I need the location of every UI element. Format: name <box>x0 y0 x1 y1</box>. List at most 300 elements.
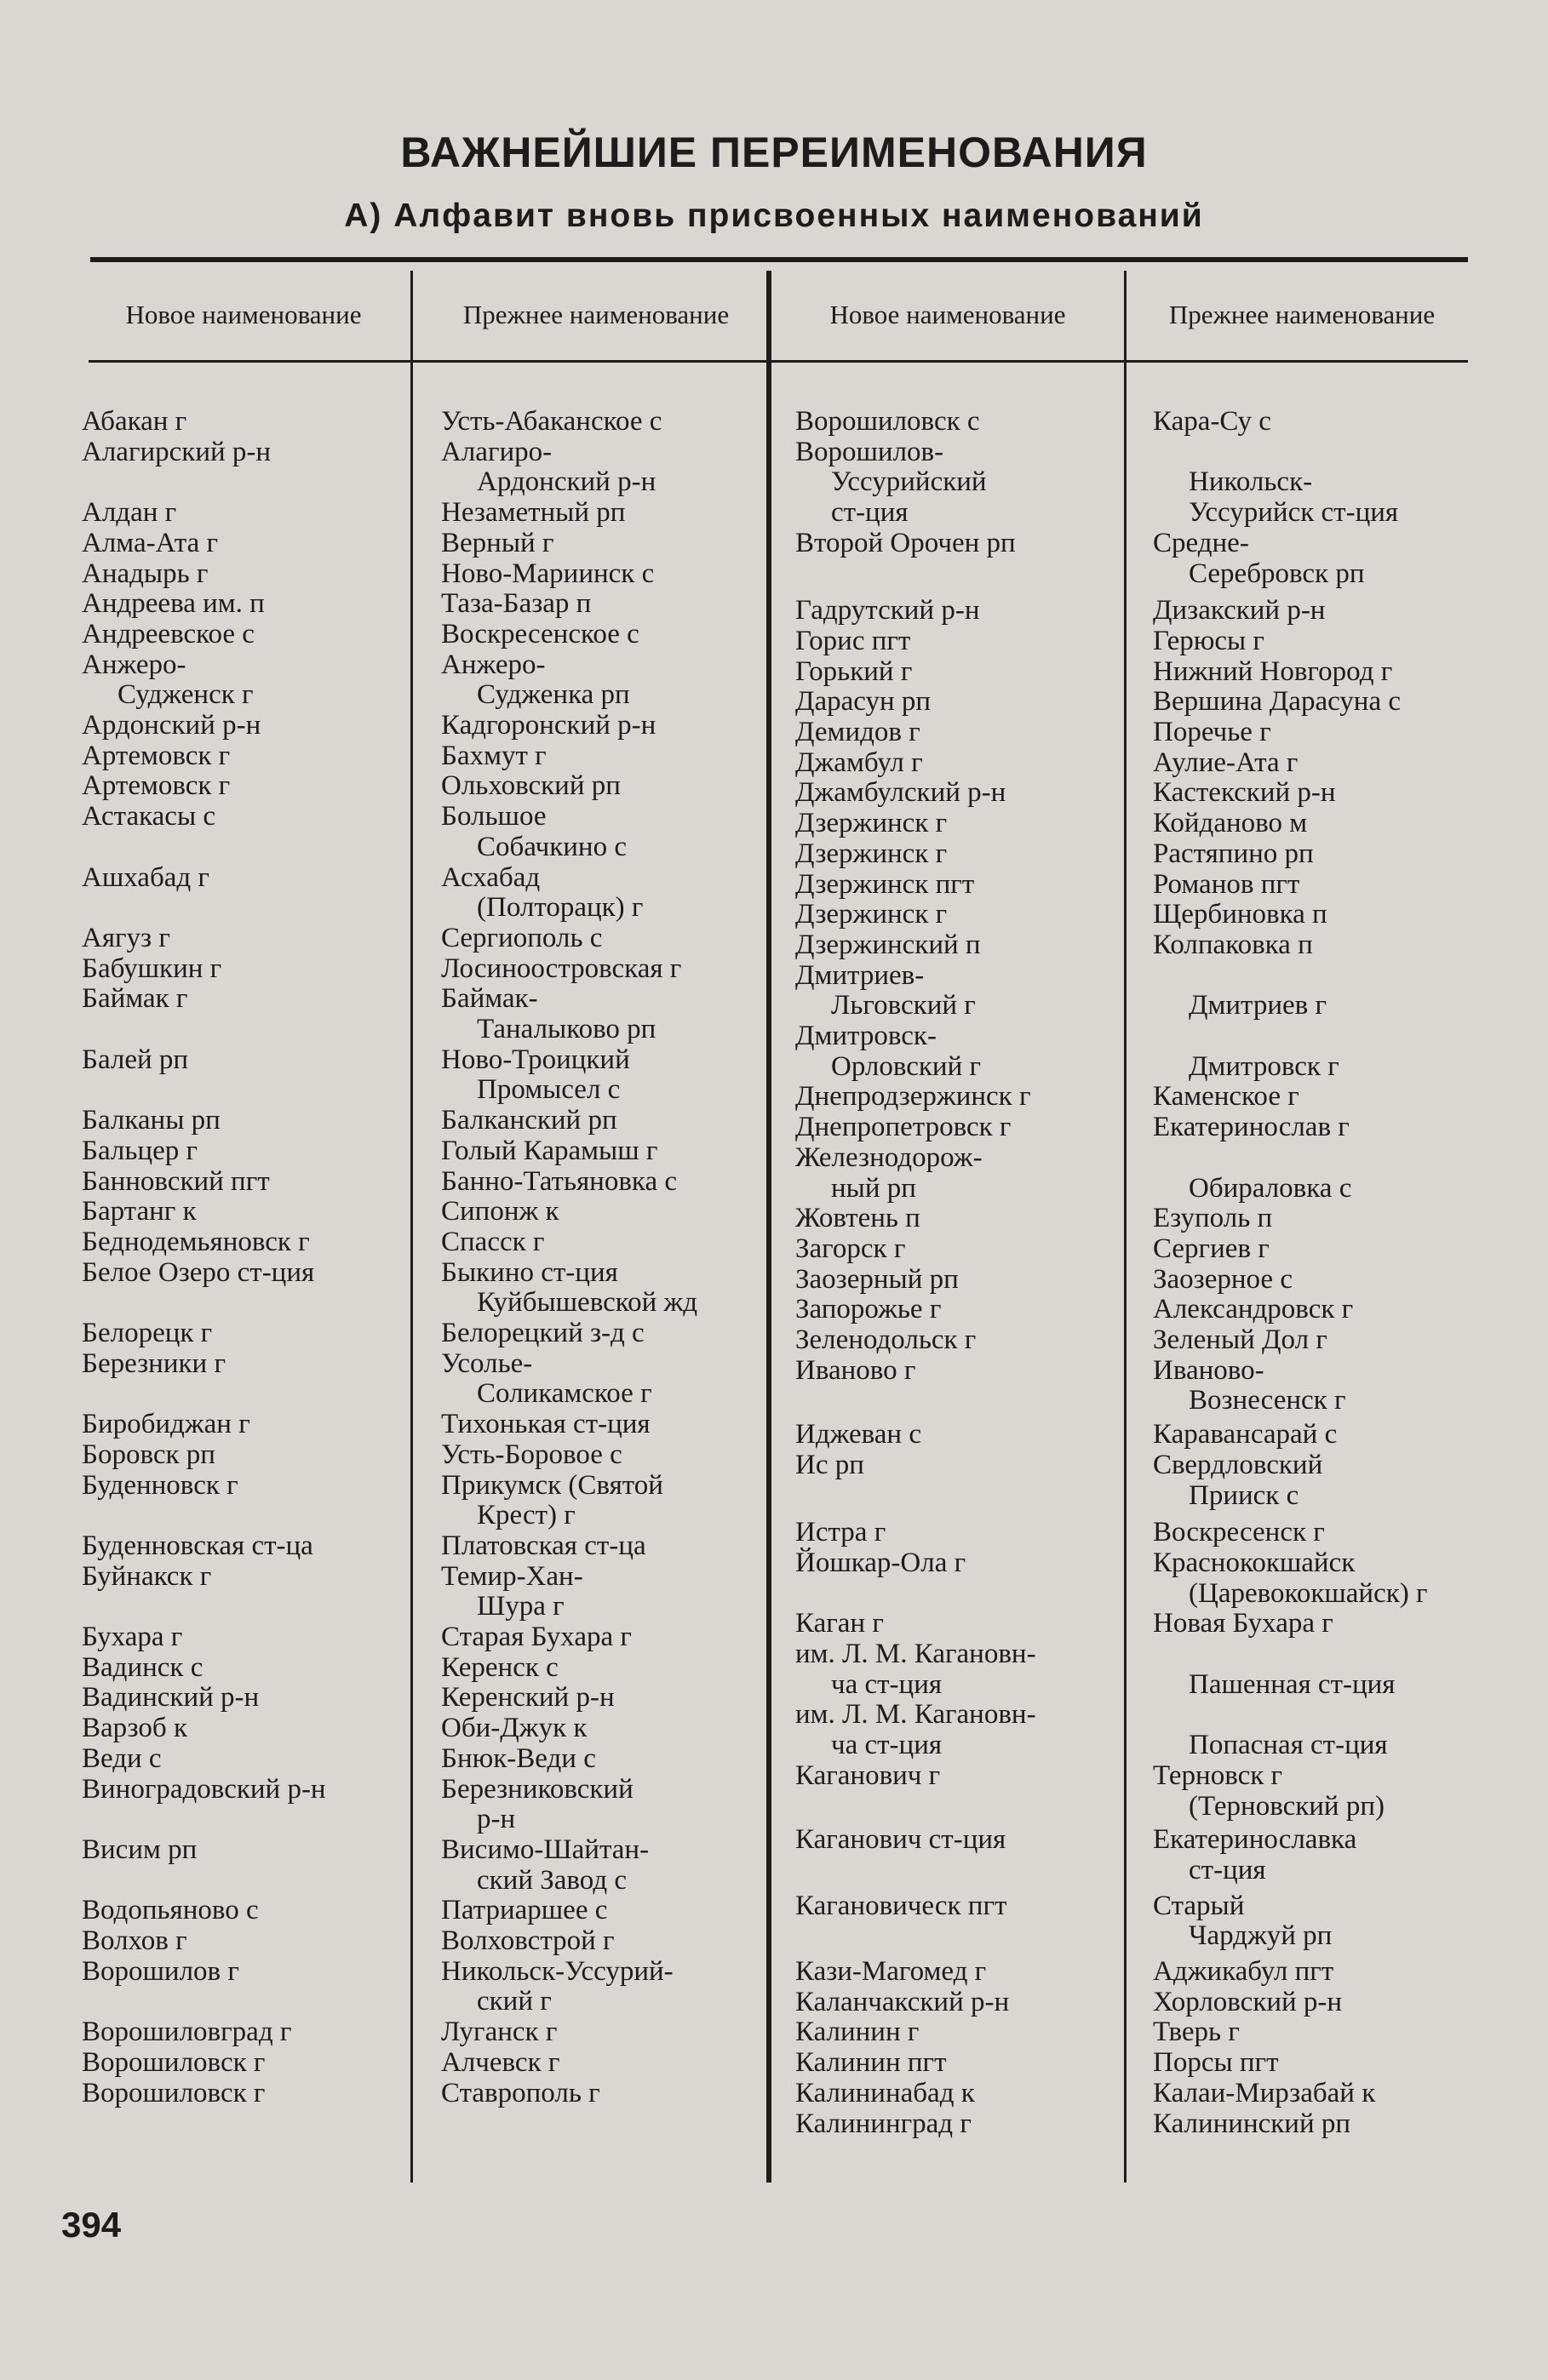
name-line: (Терновский рп) <box>1189 1790 1385 1822</box>
old-name-cell <box>441 620 639 650</box>
new-name-cell <box>795 1609 884 1639</box>
name-line: Верный г <box>441 527 554 558</box>
new-name-cell <box>795 839 947 870</box>
new-name-cell <box>795 748 923 779</box>
name-line: Вершина Дарасуна с <box>1153 686 1402 718</box>
name-line: Ново-Мариинск с <box>441 558 655 589</box>
name-line: Серебровск рп <box>1189 558 1365 589</box>
name-line: Ашхабад г <box>82 861 209 893</box>
new-name-cell <box>82 589 265 620</box>
old-name-cell <box>1153 1825 1356 1885</box>
old-name-cell <box>441 650 630 711</box>
name-line: Балканский рп <box>441 1105 617 1136</box>
section-subtitle: А) Алфавит вновь присвоенных наименований <box>344 197 1204 234</box>
name-line: Баймак г <box>82 983 188 1015</box>
old-name-cell <box>441 1683 615 1713</box>
name-line: Соликамское г <box>477 1378 652 1410</box>
old-name-cell <box>441 1136 657 1167</box>
name-line: Обираловка с <box>1189 1172 1352 1204</box>
old-name-cell <box>1153 2109 1350 2140</box>
name-line: Дзержинск г <box>795 899 948 930</box>
name-line: Каганович г <box>795 1759 941 1791</box>
name-line: Тверь г <box>1153 2017 1240 2048</box>
name-line: Запорожье г <box>795 1294 942 1325</box>
old-name-cell <box>441 924 602 954</box>
name-line: Железнодорож- <box>795 1141 983 1173</box>
new-name-cell <box>82 1106 221 1136</box>
new-name-cell <box>82 1227 310 1258</box>
name-line: Белорецкий з-д с <box>441 1318 645 1348</box>
name-line: Алма-Ата г <box>82 527 219 558</box>
new-name-cell <box>82 1622 182 1653</box>
old-name-cell <box>1153 687 1401 718</box>
name-line: Куйбышевской жд <box>477 1287 698 1319</box>
old-name-cell <box>441 984 656 1044</box>
name-line: Иваново- <box>1153 1354 1264 1386</box>
name-line: ст-ция <box>1189 1854 1266 1885</box>
name-line: Дзержинск г <box>795 808 948 839</box>
old-name-cell <box>1153 1700 1388 1760</box>
name-line: Зеленый Дол г <box>1153 1324 1327 1355</box>
new-name-cell <box>82 650 254 711</box>
name-line: Сипонж к <box>441 1196 559 1227</box>
name-line: Анадырь г <box>82 558 209 589</box>
name-line: Андреевское с <box>82 618 255 649</box>
new-name-cell <box>82 438 271 468</box>
name-line: Герюсы г <box>1153 625 1264 656</box>
name-line: Романов пгт <box>1153 868 1300 900</box>
name-line: Дмитровск- <box>795 1021 937 1051</box>
new-name-cell <box>82 1713 187 1744</box>
old-name-cell <box>441 1227 544 1258</box>
new-name-cell <box>82 741 230 772</box>
page-title: ВАЖНЕЙШИЕ ПЕРЕИМЕНОВАНИЯ <box>400 129 1148 176</box>
old-name-cell <box>441 954 681 985</box>
name-line: Щербиновка п <box>1153 899 1327 930</box>
old-name-cell <box>441 1775 634 1835</box>
name-line: Орловский г <box>831 1050 982 1082</box>
new-name-cell <box>82 2017 291 2048</box>
name-line: Екатеринослав г <box>1153 1112 1350 1143</box>
name-line: р-н <box>477 1804 516 1835</box>
new-name-cell <box>82 559 208 590</box>
new-name-cell <box>82 2079 265 2109</box>
new-name-cell <box>795 1295 941 1325</box>
name-line: (Полторацк) г <box>477 892 644 924</box>
table-top-rule <box>90 257 1468 262</box>
name-line: Койданово м <box>1153 808 1308 839</box>
old-name-cell <box>1153 596 1325 626</box>
name-line: Джамбул г <box>795 747 923 778</box>
name-line: Уссурийский <box>831 466 987 498</box>
old-name-cell <box>1153 1295 1353 1325</box>
new-name-cell <box>82 1926 187 1957</box>
old-name-cell <box>441 1713 587 1744</box>
name-line: Калинин пгт <box>795 2047 947 2079</box>
center-divider <box>766 271 771 2183</box>
old-name-cell <box>441 498 625 529</box>
name-line: Судженск г <box>118 679 254 711</box>
old-name-cell <box>1153 930 1313 961</box>
name-line: Усть-Абаканское с <box>441 406 662 437</box>
name-line: Кази-Магомед г <box>795 1956 987 1987</box>
name-line: Баймак- <box>441 983 538 1015</box>
new-name-cell <box>82 529 218 559</box>
new-name-cell <box>795 1761 940 1792</box>
name-line: Каменское г <box>1153 1081 1299 1113</box>
old-name-cell <box>1153 718 1271 748</box>
new-name-cell <box>82 954 221 985</box>
old-name-cell <box>1153 1204 1272 1234</box>
name-line: Биробиджан г <box>82 1409 250 1440</box>
name-line: Лосиноостровская г <box>441 953 682 984</box>
name-line: Шура г <box>477 1591 565 1622</box>
name-line: Ворошиловград г <box>82 2017 292 2048</box>
new-name-cell <box>82 498 176 529</box>
name-line: Льговский г <box>831 990 976 1021</box>
name-line <box>1153 1143 1351 1174</box>
name-line: Растяпино рп <box>1153 838 1314 869</box>
name-line: Виноградовский р-н <box>82 1773 326 1805</box>
name-line: Голый Карамыш г <box>441 1135 658 1166</box>
name-line: Ворошиловск г <box>82 2046 266 2078</box>
old-name-cell <box>1153 529 1364 589</box>
new-name-cell <box>82 407 186 438</box>
old-name-cell <box>1153 1988 1342 2018</box>
new-name-cell <box>795 1639 1036 1700</box>
old-name-cell <box>1153 1143 1351 1204</box>
new-name-cell <box>82 1167 270 1198</box>
name-line: Буйнакск г <box>82 1560 212 1592</box>
new-name-cell <box>82 771 230 802</box>
name-line: Висим рп <box>82 1834 198 1865</box>
name-line: Демидов г <box>795 717 920 747</box>
name-line: Ардонский р-н <box>82 710 261 741</box>
header-new-name-right: Новое наименование <box>829 300 1066 329</box>
old-name-cell <box>441 863 643 924</box>
old-name-cell <box>1153 1265 1293 1296</box>
name-line: Судженка рп <box>477 679 630 711</box>
new-name-cell <box>82 1197 197 1227</box>
name-line <box>1153 1700 1388 1731</box>
name-line: Буденновская ст-ца <box>82 1530 313 1561</box>
new-name-cell <box>795 900 947 930</box>
old-name-cell <box>1153 1450 1322 1511</box>
new-name-cell <box>795 1957 986 1988</box>
name-line: Терновск г <box>1153 1759 1283 1791</box>
header-old-name-right: Прежнее наименование <box>1168 300 1436 329</box>
new-name-cell <box>82 1744 162 1775</box>
name-line: Водопьяново с <box>82 1895 259 1926</box>
name-line: Таза-Базар п <box>441 588 592 620</box>
name-line: Ставрополь г <box>441 2077 600 2108</box>
new-name-cell <box>82 711 261 741</box>
name-line: Варзоб к <box>82 1713 187 1744</box>
new-name-cell <box>82 863 209 894</box>
name-line: Дарасун рп <box>795 686 932 718</box>
name-line: ча ст-ция <box>831 1668 943 1700</box>
name-line: Каганович ст-ция <box>795 1824 1006 1856</box>
name-line: им. Л. М. Кагановн- <box>795 1699 1036 1731</box>
new-name-cell <box>795 1204 920 1234</box>
name-line: Анжеро- <box>441 649 546 680</box>
name-line: Ворошилов- <box>795 436 944 467</box>
name-line: Усть-Боровое с <box>441 1439 622 1470</box>
new-name-cell <box>82 1349 226 1380</box>
name-line: Ворошиловск с <box>795 406 980 437</box>
old-name-cell <box>1153 407 1271 438</box>
old-name-cell <box>441 1440 622 1471</box>
name-line: Иваново г <box>795 1354 916 1386</box>
name-line: Горис пгт <box>795 625 911 656</box>
name-line: Сергиев г <box>1153 1233 1270 1264</box>
name-line: Большое <box>441 801 547 832</box>
name-line: Ново-Троицкий <box>441 1044 630 1075</box>
name-line: Крест) г <box>477 1500 576 1531</box>
new-name-cell <box>82 1045 188 1076</box>
name-line: Езуполь п <box>1153 1203 1273 1234</box>
name-line: Анжеро- <box>82 649 186 680</box>
name-line: ча ст-ция <box>831 1730 943 1761</box>
old-name-cell <box>1153 2048 1279 2079</box>
name-line: Ворошилов г <box>82 1955 239 1987</box>
old-name-cell <box>441 1258 697 1319</box>
name-line: Артемовск г <box>82 770 231 802</box>
old-name-cell <box>441 1957 674 2017</box>
name-line: Банно-Татьяновка с <box>441 1165 678 1197</box>
old-name-cell <box>441 1319 645 1349</box>
name-line: Кастекский р-н <box>1153 777 1336 809</box>
new-name-cell <box>795 1082 1031 1113</box>
name-line: Хорловский р-н <box>1153 1986 1343 2017</box>
old-name-cell <box>1153 1082 1299 1113</box>
new-name-cell <box>82 1562 211 1593</box>
name-line: Воскресенское с <box>441 618 639 649</box>
header-new-name-left: Новое наименование <box>125 300 362 329</box>
name-line: Калининский рп <box>1153 2108 1351 2139</box>
old-name-cell <box>1153 870 1299 901</box>
name-line: Заозерный рп <box>795 1263 959 1295</box>
name-line: Аулие-Ата г <box>1153 747 1299 778</box>
old-name-cell <box>1153 1021 1339 1082</box>
name-line: Кара-Су с <box>1153 406 1271 437</box>
name-line: Спасск г <box>441 1226 545 1257</box>
name-line: Каланчакский р-н <box>795 1986 1010 2017</box>
name-line: Йошкар-Ола г <box>795 1547 966 1578</box>
name-line: Абакан г <box>82 406 187 437</box>
name-line: Порсы пгт <box>1153 2047 1279 2079</box>
name-line: Иджеван с <box>795 1419 921 1450</box>
name-line: Ардонский р-н <box>477 466 656 498</box>
name-line: Поречье г <box>1153 717 1271 747</box>
old-name-cell <box>441 1106 617 1136</box>
name-line: Дзержинск пгт <box>795 868 975 900</box>
old-name-cell <box>441 1531 646 1562</box>
name-line: Гадрутский р-н <box>795 595 980 626</box>
name-line: Алчевск г <box>441 2046 560 2078</box>
old-name-cell <box>1153 961 1327 1021</box>
name-line: Каган г <box>795 1608 884 1639</box>
name-line: Незаметный рп <box>441 497 626 529</box>
name-line: Краснококшайск <box>1153 1547 1356 1578</box>
old-name-cell <box>1153 1548 1428 1609</box>
name-line: ный рп <box>831 1172 916 1204</box>
new-name-cell <box>795 438 987 529</box>
name-line: (Царевококшайск) г <box>1189 1577 1428 1609</box>
name-line: Бнюк-Веди с <box>441 1742 596 1774</box>
new-name-cell <box>795 870 974 901</box>
name-line: Бабушкин г <box>82 953 222 984</box>
new-name-cell <box>795 930 981 961</box>
name-line: Алагирский р-н <box>82 436 272 467</box>
name-line: Истра г <box>795 1517 886 1548</box>
new-name-cell <box>795 778 1006 809</box>
new-name-cell <box>82 1957 239 1988</box>
old-name-cell <box>441 589 591 620</box>
name-line: Ис рп <box>795 1449 864 1480</box>
name-line: Дизакский р-н <box>1153 595 1326 626</box>
new-name-cell <box>795 1548 966 1579</box>
name-line: Средне- <box>1153 527 1249 558</box>
new-name-cell <box>795 1891 1006 1922</box>
old-name-cell <box>441 559 654 590</box>
new-name-cell <box>795 1113 1011 1143</box>
new-name-cell <box>82 1896 259 1926</box>
new-name-cell <box>795 718 920 748</box>
name-line: Жовтень п <box>795 1203 920 1234</box>
old-name-cell <box>1153 438 1398 529</box>
name-line: Пашенная ст-ция <box>1189 1668 1396 1700</box>
name-line: Кадгоронский р-н <box>441 710 656 741</box>
new-name-cell <box>82 2048 265 2079</box>
new-name-cell <box>82 1683 259 1713</box>
name-line <box>1153 1021 1339 1052</box>
name-line: Калаи-Мирзабай к <box>1153 2077 1376 2108</box>
old-name-cell <box>441 2048 559 2079</box>
new-name-cell <box>795 596 979 626</box>
header-old-name-left: Прежнее наименование <box>462 300 730 329</box>
old-name-cell <box>441 1045 630 1106</box>
name-line: Новая Бухара г <box>1153 1608 1333 1639</box>
old-name-cell <box>1153 2079 1375 2109</box>
name-line: Беднодемьяновск г <box>82 1226 310 1257</box>
name-line: Керенский р-н <box>441 1682 615 1713</box>
new-name-cell <box>795 809 947 839</box>
name-line: Белорецк г <box>82 1318 213 1348</box>
new-name-cell <box>795 2017 919 2048</box>
name-line: Старый <box>1153 1890 1245 1921</box>
new-name-cell <box>795 961 976 1021</box>
name-line: Прииск с <box>1189 1479 1299 1511</box>
name-line: Березниковский <box>441 1773 634 1805</box>
new-name-cell <box>795 1700 1036 1760</box>
old-name-cell <box>441 1410 651 1440</box>
new-name-cell <box>82 924 170 954</box>
name-line: Бальцер г <box>82 1135 198 1166</box>
new-name-cell <box>795 1518 886 1548</box>
name-line: Загорск г <box>795 1233 906 1264</box>
old-name-cell <box>441 438 656 498</box>
new-name-cell <box>795 1420 921 1450</box>
name-line: Платовская ст-ца <box>441 1530 646 1561</box>
name-line: Колпаковка п <box>1153 929 1313 960</box>
name-line: Боровск рп <box>82 1439 215 1470</box>
name-line: Луганск г <box>441 2017 558 2048</box>
name-line: Быкино ст-ция <box>441 1256 618 1288</box>
name-line: Вадинский р-н <box>82 1682 260 1713</box>
old-name-cell <box>1153 1891 1332 1952</box>
page-number: 394 <box>61 2205 122 2245</box>
name-line: Воскресенск г <box>1153 1517 1325 1548</box>
old-name-cell <box>441 1835 649 1896</box>
name-line: Бухара г <box>82 1622 183 1652</box>
new-name-cell <box>795 1021 981 1082</box>
name-line: Веди с <box>82 1742 162 1774</box>
name-line: ский Завод с <box>477 1864 628 1896</box>
new-name-cell <box>82 1835 197 1866</box>
name-line: Калинин г <box>795 2017 920 2048</box>
name-line: Калининабад к <box>795 2077 975 2108</box>
name-line: Зеленодольск г <box>795 1324 977 1355</box>
name-line: Дмитриев г <box>1189 990 1327 1021</box>
name-line: Аджикабул пгт <box>1153 1956 1334 1987</box>
name-line: Сергиополь с <box>441 922 603 953</box>
name-line <box>1153 438 1398 468</box>
old-name-cell <box>1153 1639 1396 1700</box>
old-name-cell <box>1153 1356 1346 1416</box>
old-name-cell <box>1153 1609 1333 1639</box>
old-name-cell <box>1153 1420 1337 1450</box>
old-name-cell <box>441 2079 600 2109</box>
name-line <box>1153 961 1327 992</box>
new-name-cell <box>795 1265 959 1296</box>
name-line: Дзержинск г <box>795 838 948 869</box>
old-name-cell <box>1153 1518 1325 1548</box>
name-line: Уссурийск ст-ция <box>1189 497 1399 529</box>
new-name-cell <box>82 1775 326 1805</box>
new-name-cell <box>82 1258 314 1289</box>
old-name-cell <box>1153 839 1314 870</box>
new-name-cell <box>82 1319 212 1349</box>
name-line: Березники г <box>82 1347 226 1379</box>
name-line: Керенск с <box>441 1651 559 1683</box>
name-line: Свердловский <box>1153 1449 1323 1480</box>
old-name-cell <box>1153 809 1307 839</box>
name-line: ст-ция <box>831 497 909 529</box>
name-line: им. Л. М. Кагановн- <box>795 1639 1036 1669</box>
old-name-cell <box>1153 1957 1333 1988</box>
new-name-cell <box>82 984 187 1015</box>
header-bottom-rule <box>89 360 1468 363</box>
new-name-cell <box>795 2109 972 2140</box>
old-name-cell <box>1153 900 1327 930</box>
old-name-cell <box>441 1653 559 1684</box>
old-name-cell <box>441 1167 677 1198</box>
new-name-cell <box>82 1531 313 1562</box>
name-line: Бахмут г <box>441 740 547 771</box>
name-line: Астакасы с <box>82 801 216 832</box>
old-name-cell <box>441 1349 652 1410</box>
old-name-cell <box>1153 1234 1270 1265</box>
name-line: Висимо-Шайтан- <box>441 1834 650 1865</box>
name-line: Аягуз г <box>82 922 170 953</box>
name-line: Усолье- <box>441 1347 533 1379</box>
name-line: Белое Озеро ст-ция <box>82 1256 315 1288</box>
old-name-cell <box>441 741 547 772</box>
name-line: Балканы рп <box>82 1105 221 1136</box>
old-name-cell <box>441 2017 557 2048</box>
new-name-cell <box>795 407 980 438</box>
